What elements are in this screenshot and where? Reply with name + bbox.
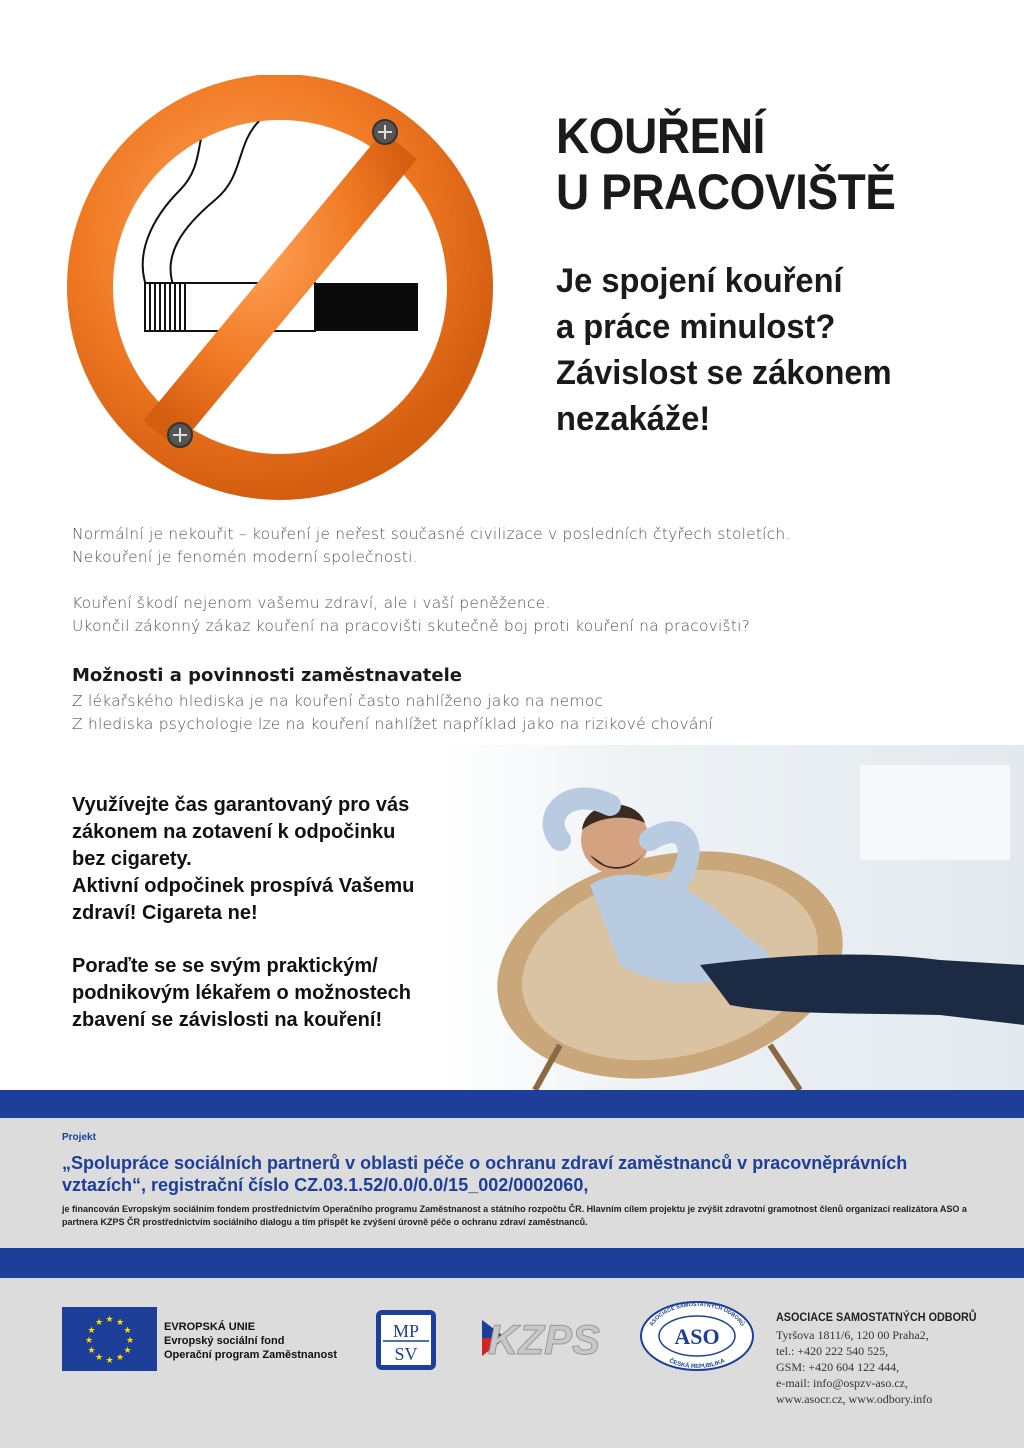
section-heading: Možnosti a povinnosti zaměstnavatele bbox=[72, 665, 462, 686]
svg-text:★: ★ bbox=[105, 1356, 114, 1366]
blue-band-top bbox=[0, 1090, 1024, 1118]
project-description: je financován Evropským sociálním fondem prostřednictvím Operačního programu Zaměstnanost a státního rozpočtu ČR. Hlavním cílem projektu je zvýšit zdravotní gramotnost členů organizací realizátora ASO a partnera KZPS ČR prostřednictvím sociálního dialogu a tím přispět ke zvýšení úrovně péče o ochranu zdraví zaměstnanců. bbox=[62, 1204, 967, 1227]
svg-text:SV: SV bbox=[394, 1344, 418, 1364]
svg-text:★: ★ bbox=[105, 1315, 114, 1325]
doctor-callout: Poraďte se se svým praktickým/ podnikovým lékařem o možnostech zbavení se závislosti na kouření! bbox=[72, 955, 411, 1031]
svg-text:★: ★ bbox=[115, 1353, 125, 1363]
employer-paragraph: Z lékařského hlediska je na kouření často nahlíženo jako na nemoc Z hlediska psychologie lze na kouření nahlížet například jako na rizikové chování bbox=[72, 692, 714, 733]
svg-text:KZPS: KZPS bbox=[487, 1316, 601, 1363]
svg-text:MP: MP bbox=[392, 1321, 420, 1341]
page-subtitle: Je spojení kouření a práce minulost? Závislost se zákonem nezakáže! bbox=[556, 262, 892, 438]
svg-text:★: ★ bbox=[123, 1346, 132, 1356]
svg-text:★: ★ bbox=[125, 1336, 135, 1346]
org-name: ASOCIACE SAMOSTATNÝCH ODBORŮ bbox=[776, 1310, 977, 1324]
project-label: Projekt bbox=[62, 1132, 96, 1143]
intro-paragraph: Normální je nekouřit – kouření je neřest současné civilizace v posledních čtyřech stoletích. Nekouření je fenomén moderní společnosti. bbox=[72, 525, 791, 566]
rest-callout: Využívejte čas garantovaný pro vás zákonem na zotavení k odpočinku bez cigarety. Aktivní odpočinek prospívá Vašemu zdraví! Cigareta ne! bbox=[72, 794, 415, 924]
svg-text:★: ★ bbox=[123, 1326, 132, 1336]
svg-text:★: ★ bbox=[87, 1346, 96, 1356]
mpsv-logo bbox=[375, 1309, 437, 1371]
svg-text:ASOCIACE SAMOSTATNÝCH ODBORŮ: ASOCIACE SAMOSTATNÝCH ODBORŮ bbox=[648, 1301, 746, 1328]
project-title: „Spolupráce sociálních partnerů v oblasti péče o ochranu zdraví zaměstnanců v pracovněprávních vztazích“, registrační číslo CZ.03.1.52/0.0/0.0/15_002/0002060, bbox=[62, 1153, 908, 1195]
eu-flag-icon bbox=[62, 1307, 157, 1371]
svg-text:★: ★ bbox=[94, 1353, 104, 1363]
svg-text:★: ★ bbox=[115, 1318, 125, 1328]
relaxing-man-photo bbox=[440, 745, 1024, 1090]
svg-text:ASO: ASO bbox=[674, 1324, 720, 1349]
contact-info: Tyršova 1811/6, 120 00 Praha2, tel.: +420 222 540 525, GSM: +420 604 122 444, e-mail: info@ospzv-aso.cz, www.asocr.cz, www.odbory.info bbox=[776, 1328, 933, 1406]
svg-text:★: ★ bbox=[94, 1318, 104, 1328]
cost-paragraph: Kouření škodí nejenom vašemu zdraví, ale i vaší peněžence. Ukončil zákonný zákaz kouření na pracovišti skutečně boj proti kouření na pracovišti? bbox=[72, 594, 751, 635]
eu-text: EVROPSKÁ UNIE Evropský sociální fond Operační program Zaměstnanost bbox=[164, 1321, 337, 1361]
page-title: KOUŘENÍ U PRACOVIŠTĚ bbox=[556, 108, 896, 220]
svg-text:ČESKÁ REPUBLIKA: ČESKÁ REPUBLIKA bbox=[668, 1358, 726, 1371]
no-smoking-sign-icon bbox=[60, 75, 510, 505]
svg-text:★: ★ bbox=[87, 1326, 96, 1336]
svg-text:★: ★ bbox=[84, 1336, 94, 1346]
blue-band-bottom bbox=[0, 1248, 1024, 1278]
email-link[interactable]: e-mail: info@ospzv-aso.cz, bbox=[776, 1376, 909, 1390]
kzps-logo bbox=[470, 1312, 618, 1364]
aso-logo bbox=[638, 1300, 756, 1372]
website-links[interactable]: www.asocr.cz, www.odbory.info bbox=[776, 1392, 933, 1406]
